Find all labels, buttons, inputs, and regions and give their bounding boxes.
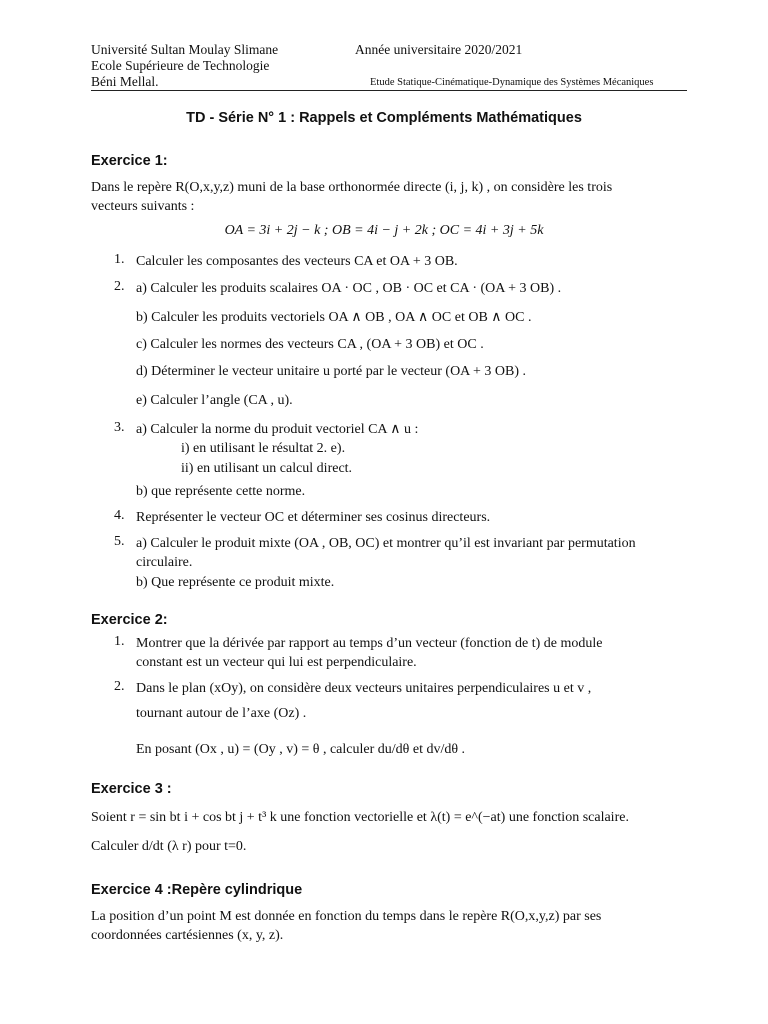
- ex1-q2-number: 2.: [114, 279, 125, 294]
- ex2-q2-number: 2.: [114, 679, 125, 694]
- course-name: Etude Statique-Cinématique-Dynamique des Systèmes Mécaniques: [370, 77, 654, 88]
- ex1-q2b: b) Calculer les produits vectoriels OA ∧ OB , OA ∧ OC et OB ∧ OC .: [136, 310, 532, 325]
- university-name: Université Sultan Moulay Slimane: [91, 42, 279, 57]
- exercise-1-title: Exercice 1:: [91, 153, 168, 169]
- exercise-3-title: Exercice 3 :: [91, 781, 172, 797]
- ex1-q3a-ii: ii) en utilisant un calcul direct.: [181, 461, 353, 476]
- ex1-q3-number: 3.: [114, 420, 125, 435]
- ex1-intro-line1: Dans le repère R(O,x,y,z) muni de la base orthonormée directe (i, j, k) , on considère les trois: [91, 180, 613, 195]
- ex1-q2e: e) Calculer l’angle (CA , u).: [136, 393, 293, 408]
- ex2-q1-line1: Montrer que la dérivée par rapport au temps d’un vecteur (fonction de t) de module: [136, 636, 603, 651]
- ex1-q4: Représenter le vecteur OC et déterminer ses cosinus directeurs.: [136, 510, 491, 525]
- ex1-q3b: b) que représente cette norme.: [136, 484, 306, 499]
- ex1-q3a-i: i) en utilisant le résultat 2. e).: [181, 441, 346, 456]
- ex2-q2-line3: En posant (Ox , u) = (Oy , v) = θ , calculer du/dθ et dv/dθ .: [136, 742, 466, 757]
- ex1-q5b: b) Que représente ce produit mixte.: [136, 575, 335, 590]
- ex1-q5a-line2: circulaire.: [136, 555, 193, 570]
- ex4-paragraph-line2: coordonnées cartésiennes (x, y, z).: [91, 928, 284, 943]
- school-name: Ecole Supérieure de Technologie: [91, 58, 270, 73]
- city-name: Béni Mellal.: [91, 74, 159, 89]
- page-title: TD - Série N° 1 : Rappels et Compléments Mathématiques: [186, 110, 582, 126]
- ex1-q2d: d) Déterminer le vecteur unitaire u porté par le vecteur (OA + 3 OB) .: [136, 364, 527, 379]
- ex1-q2a: a) Calculer les produits scalaires OA · OC , OB · OC et CA · (OA + 3 OB) .: [136, 281, 562, 296]
- ex1-q3a: a) Calculer la norme du produit vectoriel CA ∧ u :: [136, 422, 419, 437]
- ex1-q1-number: 1.: [114, 252, 125, 267]
- header-rule: [91, 90, 687, 91]
- ex4-paragraph-line1: La position d’un point M est donnée en fonction du temps dans le repère R(O,x,y,z) par ses: [91, 909, 602, 924]
- ex1-q5a-line1: a) Calculer le produit mixte (OA , OB, OC) et montrer qu’il est invariant par permutation: [136, 536, 636, 551]
- ex1-q4-number: 4.: [114, 508, 125, 523]
- ex2-q1-number: 1.: [114, 634, 125, 649]
- exercise-4-title: Exercice 4 :Repère cylindrique: [91, 882, 303, 898]
- exercise-2-title: Exercice 2:: [91, 612, 168, 628]
- ex1-q5-number: 5.: [114, 534, 125, 549]
- ex1-q1: Calculer les composantes des vecteurs CA et OA + 3 OB.: [136, 254, 458, 269]
- ex3-q2: Calculer d/dt (λ r) pour t=0.: [91, 839, 247, 854]
- ex2-q2-line1: Dans le plan (xOy), on considère deux vecteurs unitaires perpendiculaires u et v ,: [136, 681, 592, 696]
- ex2-q2-line2: tournant autour de l’axe (Oz) .: [136, 706, 307, 721]
- academic-year: Année universitaire 2020/2021: [355, 42, 523, 57]
- ex1-intro-line2: vecteurs suivants :: [91, 199, 195, 214]
- ex2-q1-line2: constant est un vecteur qui lui est perpendiculaire.: [136, 655, 417, 670]
- ex1-q2c: c) Calculer les normes des vecteurs CA , (OA + 3 OB) et OC .: [136, 337, 484, 352]
- ex1-vectors-definition: OA = 3i + 2j − k ; OB = 4i − j + 2k ; OC = 4i + 3j + 5k: [224, 223, 544, 238]
- ex3-q1: Soient r = sin bt i + cos bt j + t³ k une fonction vectorielle et λ(t) = e^(−at) une fonction scalaire.: [91, 810, 629, 825]
